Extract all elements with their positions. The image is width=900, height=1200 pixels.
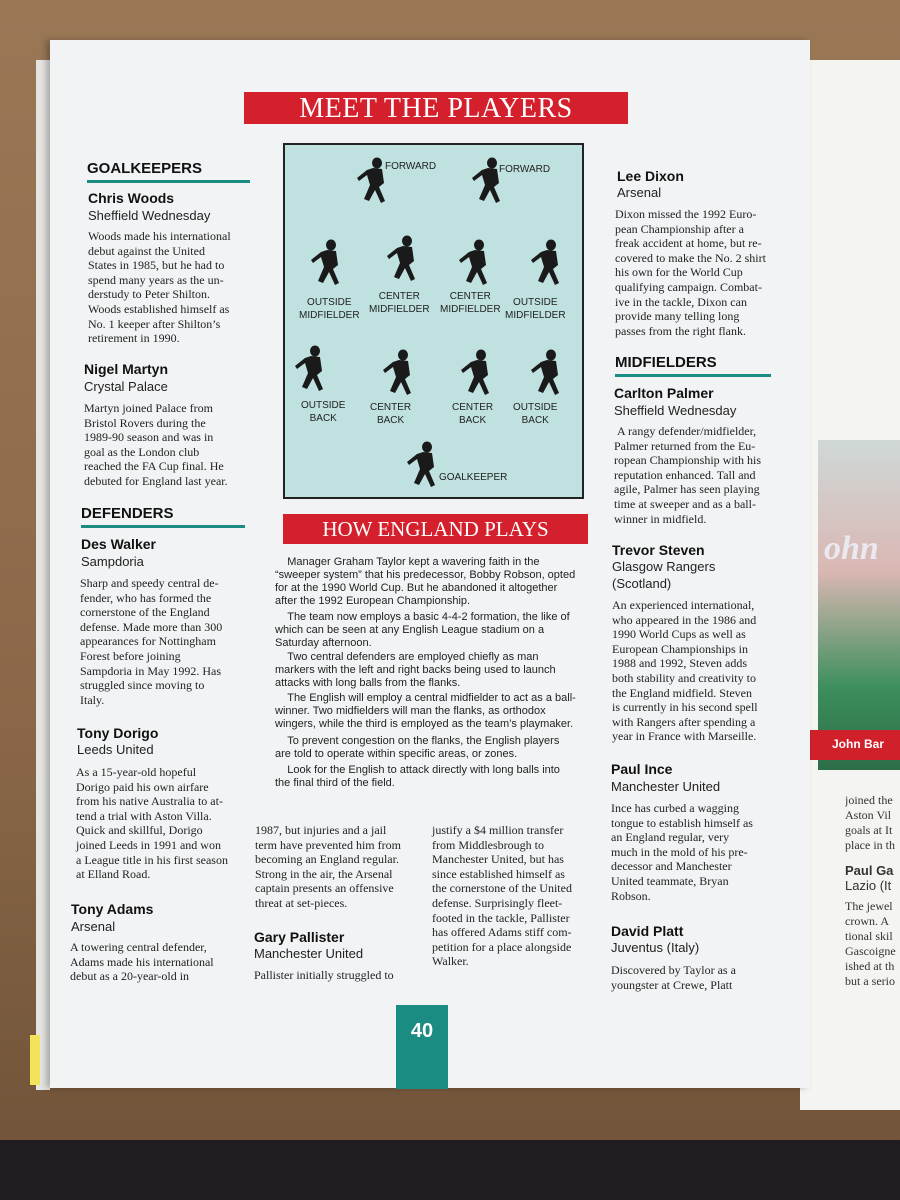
- formation-diagram: [283, 143, 584, 499]
- facing-line: Aston Vil: [845, 808, 892, 822]
- article-paragraph: The team now employs a basic 4-4-2 formation, the like of which can be seen at any English League stadium on a Saturday afternoon.: [275, 611, 570, 649]
- position-label: CENTER BACK: [452, 402, 494, 426]
- midfielder-player-icon: [309, 239, 347, 289]
- player-bio-continued: 1987, but injuries and a jail term have prevented him from becoming an England regular. Strong in the air, the Arsenal captain presents an offensive threat at set-pieces.: [255, 823, 401, 910]
- position-label: OUTSIDE BACK: [301, 400, 346, 424]
- defender-player-icon: [381, 349, 419, 399]
- article-paragraph: Two central defenders are employed chiefly as man markers with the left and right backs being used to launch attacks with long balls from the flanks.: [275, 651, 556, 689]
- player-bio: Martyn joined Palace from Bristol Rovers during the 1989-90 season and was in goal as the London club reached the FA Cup final. He debuted for England last year.: [84, 401, 228, 488]
- how-england-plays-heading: HOW ENGLAND PLAYS: [283, 514, 588, 544]
- facing-line: but a serio: [845, 974, 895, 988]
- facing-line: joined the: [845, 793, 893, 807]
- position-label: CENTER BACK: [370, 402, 412, 426]
- player-bio: Pallister initially struggled to: [254, 968, 394, 982]
- player-bio: Dixon missed the 1992 Euro- pean Championship after a freak accident at home, but re- covered to make the No. 2 shirt his own for the World Cup qualifying campaign. Combat- ive in the tackle, Dixon can provide many telling long passes from the right flank.: [615, 207, 766, 338]
- player-bio-continued: justify a $4 million transfer from Middlesbrough to Manchester United, but has since established himself as the cornerstone of the United defense. Surprisingly fleet- footed in the tackle, Pallister has offered Adams stiff com- petition for a place alongside Walker.: [432, 823, 572, 969]
- facing-line: The jewel: [845, 899, 893, 913]
- player-bio: Discovered by Taylor as a youngster at Crewe, Platt: [611, 963, 736, 992]
- midfielders-heading: MIDFIELDERS: [615, 354, 771, 377]
- player-club: Manchester United: [611, 779, 721, 794]
- player-club: Glasgow Rangers (Scotland): [612, 559, 716, 591]
- page-number: 40: [396, 1005, 448, 1089]
- article-paragraph: Manager Graham Taylor kept a wavering faith in the “sweeper system” that his predecessor, Bobby Robson, opted for at the 1990 World Cup. But he abandoned it altogether after the 1992 European Championship.: [275, 556, 576, 607]
- player-name: Lee Dixon: [617, 168, 684, 184]
- page-stack-edge: [36, 60, 50, 1090]
- article-paragraph: To prevent congestion on the flanks, the English players are told to operate within specific areas, or zones.: [275, 735, 560, 760]
- position-label: OUTSIDE MIDFIELDER: [505, 297, 566, 321]
- player-name: Des Walker: [81, 536, 156, 552]
- player-club: Sampdoria: [81, 554, 144, 569]
- position-label: OUTSIDE BACK: [513, 402, 558, 426]
- player-name: Tony Dorigo: [77, 725, 159, 741]
- midfielder-player-icon: [457, 239, 495, 289]
- facing-line: tional skil: [845, 929, 893, 943]
- player-bio: A towering central defender, Adams made his international debut as a 20-year-old in: [70, 940, 214, 984]
- facing-line: crown. A: [845, 914, 889, 928]
- defender-player-icon: [293, 345, 331, 395]
- floor-shadow: [0, 1140, 900, 1200]
- midfielder-player-icon: [385, 235, 423, 285]
- player-club: Crystal Palace: [84, 379, 168, 394]
- facing-line: place in th: [845, 838, 895, 852]
- facing-line: ished at th: [845, 959, 895, 973]
- goalkeepers-heading: GOALKEEPERS: [87, 160, 250, 183]
- facing-page-photo: [818, 440, 900, 770]
- player-club: Arsenal: [71, 919, 116, 934]
- goalkeeper-player-icon: [405, 441, 443, 491]
- facing-page-caption-band: [800, 730, 900, 760]
- player-name: Trevor Steven: [612, 542, 705, 558]
- player-club: Juventus (Italy): [611, 940, 700, 955]
- position-label: FORWARD: [499, 164, 551, 175]
- player-name: Tony Adams: [71, 901, 154, 917]
- defender-player-icon: [459, 349, 497, 399]
- player-name: Nigel Martyn: [84, 361, 169, 377]
- facing-page-text: [845, 793, 900, 989]
- position-label: OUTSIDE MIDFIELDER: [299, 297, 360, 321]
- page-title: MEET THE PLAYERS: [244, 92, 628, 124]
- player-bio: Sharp and speedy central de- fender, who has formed the cornerstone of the England defense. Made more than 300 appearances for Nottingham Forest before joining Sampdoria in May 1992. Has struggled since moving to Italy.: [80, 576, 223, 707]
- article-paragraph: Look for the English to attack directly with long balls into the final third of the field.: [275, 764, 560, 789]
- position-label: CENTER MIDFIELDER: [369, 291, 430, 315]
- player-bio: Ince has curbed a wagging tongue to establish himself as an England regular, very much in the mold of his pre- decessor and Manchester United teammate, Bryan Robson.: [611, 801, 753, 903]
- player-club: Manchester United: [254, 946, 364, 961]
- facing-player-name: Paul Ga: [845, 863, 894, 878]
- player-name: Carlton Palmer: [614, 385, 714, 401]
- yellow-page-edge: [30, 1035, 40, 1085]
- position-label: GOALKEEPER: [439, 472, 508, 483]
- player-name: Gary Pallister: [254, 929, 345, 945]
- photo-sign-text: ohn: [824, 530, 879, 567]
- player-bio: As a 15-year-old hopeful Dorigo paid his own airfare from his native Australia to at- tend a trial with Aston Villa. Quick and skillful, Dorigo joined Leeds in 1991 and won a League title in his first season at Elland Road.: [76, 765, 228, 882]
- player-club: Sheffield Wednesday: [614, 403, 737, 418]
- facing-page-caption: John Bar: [832, 737, 885, 751]
- facing-line: goals at It: [845, 823, 893, 837]
- player-name: Paul Ince: [611, 761, 673, 777]
- player-club: Leeds United: [77, 742, 154, 757]
- player-bio: A rangy defender/midfielder, Palmer returned from the Eu- ropean Championship with his reputation enhanced. Tall and agile, Palmer has seen playing time at sweeper and as a ball- winner in midfield.: [614, 424, 761, 526]
- player-bio: Woods made his international debut against the United States in 1985, but he had to spend many years as the un- derstudy to Peter Shilton. Woods established himself as No. 1 keeper after Shilton’s retirement in 1990.: [88, 229, 231, 346]
- position-label: FORWARD: [385, 161, 437, 172]
- midfielder-player-icon: [529, 239, 567, 289]
- facing-line: Gascoigne: [845, 944, 896, 958]
- position-label: CENTER MIDFIELDER: [440, 291, 501, 315]
- player-club: Arsenal: [617, 185, 662, 200]
- player-club: Sheffield Wednesday: [88, 208, 211, 223]
- defender-player-icon: [529, 349, 567, 399]
- facing-player-club: Lazio (It: [845, 878, 892, 893]
- player-name: David Platt: [611, 923, 684, 939]
- player-name: Chris Woods: [88, 190, 175, 206]
- article-paragraph: The English will employ a central midfielder to act as a ball-winner. Two midfielders will man the flanks, as orthodox wingers, while the third is employed as the team’s playmaker.: [275, 692, 576, 730]
- player-bio: An experienced international, who appeared in the 1986 and 1990 World Cups as well as European Championships in 1988 and 1992, Steven adds both stability and creativity to the England midfield. Steven is currently in his second spell with Rangers after spending a year in France with Marseille.: [612, 598, 758, 744]
- defenders-heading: DEFENDERS: [81, 505, 245, 528]
